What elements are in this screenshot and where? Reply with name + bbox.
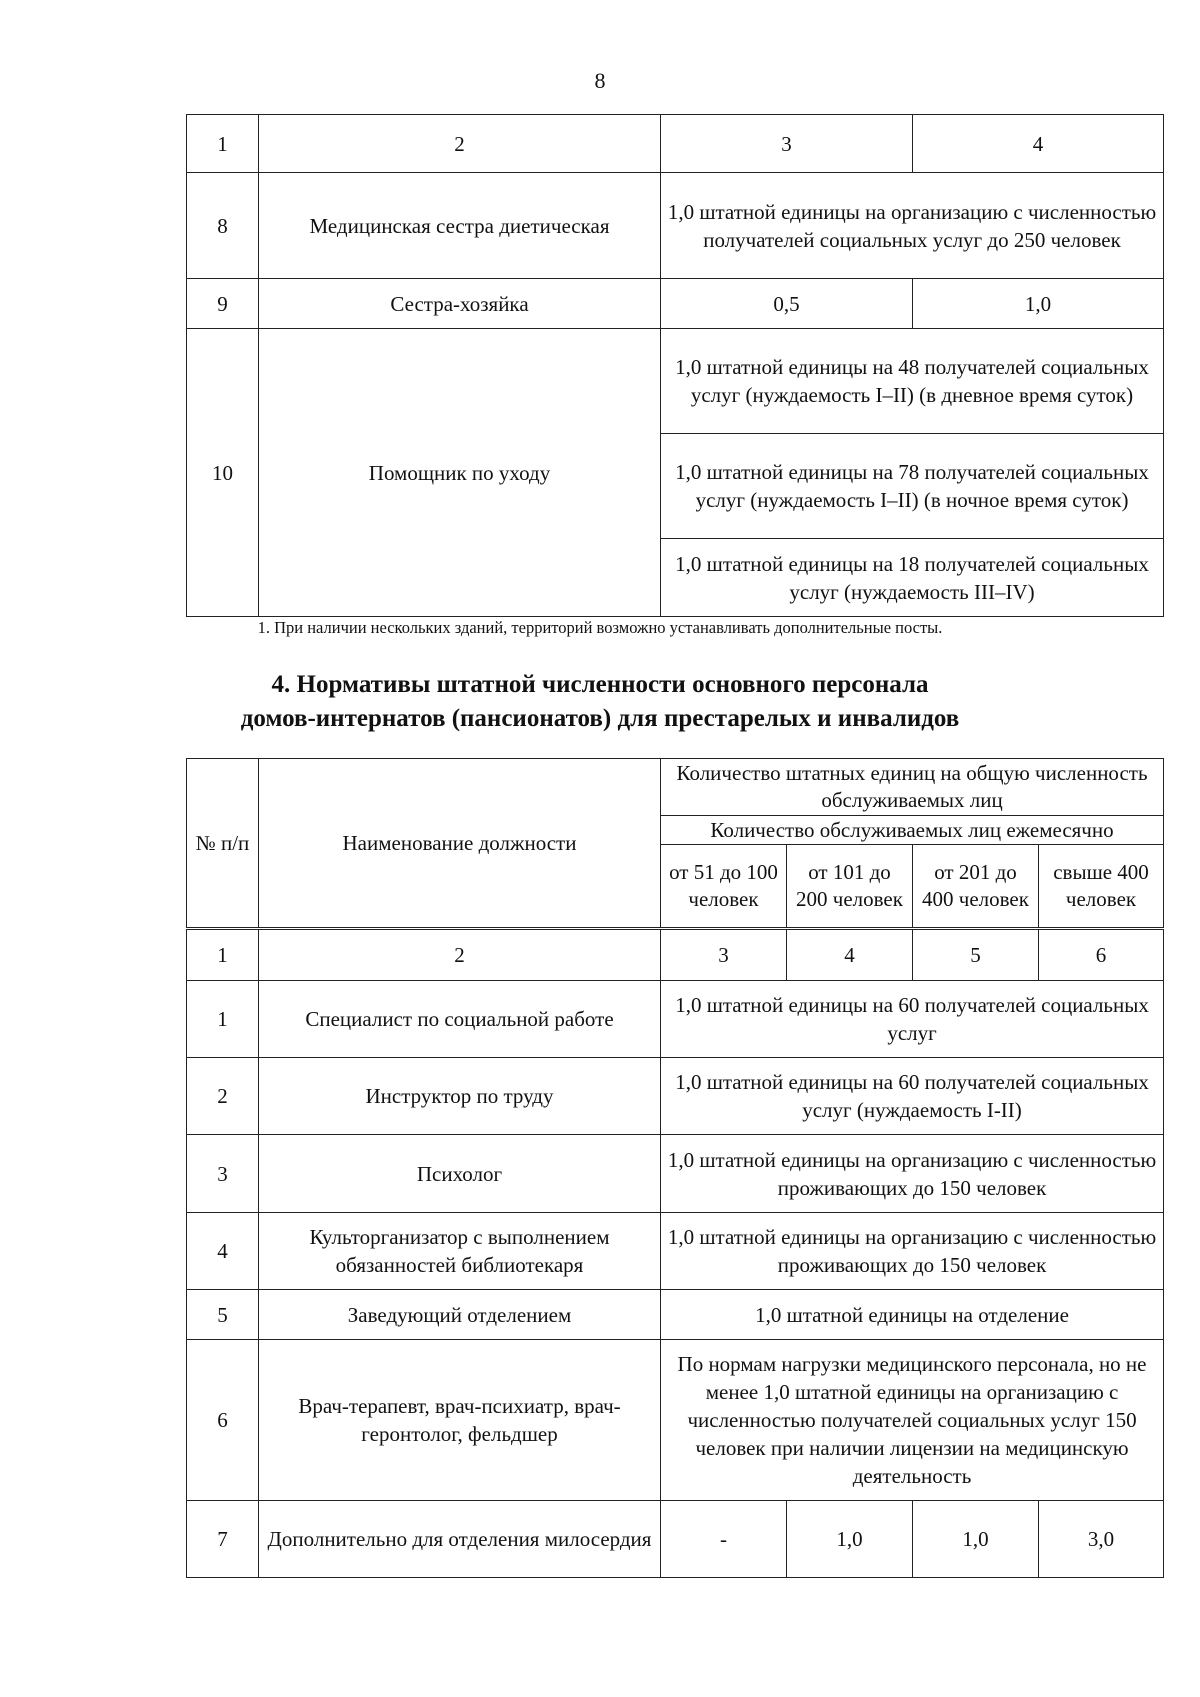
table-row (187, 1135, 1164, 1213)
table-row (187, 981, 1164, 1058)
table-row (187, 1058, 1164, 1135)
position-name: Культорганизатор с выполнением обязанностей библиотекаря (259, 1213, 661, 1290)
row-number: 8 (187, 173, 259, 279)
staffing-value: 1,0 (913, 1501, 1039, 1578)
table-row (187, 329, 1164, 434)
column-number: 1 (187, 929, 259, 981)
position-name: Помощник по уходу (259, 329, 661, 617)
column-number: 6 (1039, 929, 1164, 981)
table-footnote: 1. При наличии нескольких зданий, территорий возможно устанавливать дополнительные посты. (257, 618, 943, 637)
header-range: от 101 до 200 человек (787, 845, 913, 929)
row-number: 3 (187, 1135, 259, 1213)
row-number: 10 (187, 329, 259, 617)
staffing-norm: 1,0 штатной единицы на отделение (661, 1290, 1164, 1340)
table-column-numbers-row (187, 115, 1164, 173)
row-number: 6 (187, 1340, 259, 1501)
column-number: 1 (187, 115, 259, 173)
section-heading (0, 668, 1200, 736)
staffing-value: 1,0 (913, 279, 1164, 329)
header-subgroup: Количество обслуживаемых лиц ежемесячно (661, 816, 1164, 845)
header-position: Наименование должности (259, 759, 661, 929)
table-row (187, 173, 1164, 279)
staffing-norm: 1,0 штатной единицы на 78 получателей социальных услуг (нуждаемость I–II) (в ночное время суток) (661, 434, 1164, 539)
staffing-standards-table (186, 758, 1164, 1578)
column-number: 4 (913, 115, 1164, 173)
staffing-norm: 1,0 штатной единицы на организацию с численностью проживающих до 150 человек (661, 1135, 1164, 1213)
column-number: 3 (661, 929, 787, 981)
column-number: 5 (913, 929, 1039, 981)
position-name: Врач-терапевт, врач-психиатр, врач-геронтолог, фельдшер (259, 1340, 661, 1501)
row-number: 2 (187, 1058, 259, 1135)
position-name: Медицинская сестра диетическая (259, 173, 661, 279)
position-name: Специалист по социальной работе (259, 981, 661, 1058)
header-range: от 51 до 100 человек (661, 845, 787, 929)
staffing-value: - (661, 1501, 787, 1578)
table-row (187, 1340, 1164, 1501)
staffing-norm: 1,0 штатной единицы на организацию с численностью получателей социальных услуг до 250 человек (661, 173, 1164, 279)
position-name: Дополнительно для отделения милосердия (259, 1501, 661, 1578)
column-number: 2 (259, 929, 661, 981)
column-number: 3 (661, 115, 913, 173)
row-number: 4 (187, 1213, 259, 1290)
staffing-value: 3,0 (1039, 1501, 1164, 1578)
table-row (187, 1213, 1164, 1290)
position-name: Заведующий отделением (259, 1290, 661, 1340)
row-number: 9 (187, 279, 259, 329)
staffing-value: 1,0 (787, 1501, 913, 1578)
staffing-norm: 1,0 штатной единицы на организацию с численностью проживающих до 150 человек (661, 1213, 1164, 1290)
staffing-norm: 1,0 штатной единицы на 60 получателей социальных услуг (нуждаемость I-II) (661, 1058, 1164, 1135)
table-column-numbers-row (187, 929, 1164, 981)
staffing-norm: 1,0 штатной единицы на 18 получателей социальных услуг (нуждаемость III–IV) (661, 539, 1164, 617)
page-number: 8 (594, 68, 606, 93)
section-heading-line: домов-интернатов (пансионатов) для престарелых и инвалидов (240, 705, 960, 732)
header-range: свыше 400 человек (1039, 845, 1164, 929)
position-name: Сестра-хозяйка (259, 279, 661, 329)
row-number: 7 (187, 1501, 259, 1578)
row-number: 5 (187, 1290, 259, 1340)
staffing-table-continued (186, 114, 1164, 617)
column-number: 4 (787, 929, 913, 981)
staffing-norm: 1,0 штатной единицы на 60 получателей социальных услуг (661, 981, 1164, 1058)
position-name: Психолог (259, 1135, 661, 1213)
table-row (187, 1290, 1164, 1340)
column-number: 2 (259, 115, 661, 173)
staffing-norm: По нормам нагрузки медицинского персонала, но не менее 1,0 штатной единицы на организацию с численностью получателей социальных услуг 150 человек при наличии лицензии на медицинскую деятельность (661, 1340, 1164, 1501)
table-header-row (187, 759, 1164, 816)
header-range: от 201 до 400 человек (913, 845, 1039, 929)
row-number: 1 (187, 981, 259, 1058)
section-heading-line: 4. Нормативы штатной численности основного персонала (271, 671, 929, 698)
header-number: № п/п (187, 759, 259, 929)
table-row (187, 279, 1164, 329)
staffing-norm: 1,0 штатной единицы на 48 получателей социальных услуг (нуждаемость I–II) (в дневное время суток) (661, 329, 1164, 434)
header-group: Количество штатных единиц на общую численность обслуживаемых лиц (661, 759, 1164, 816)
position-name: Инструктор по труду (259, 1058, 661, 1135)
staffing-value: 0,5 (661, 279, 913, 329)
table-row (187, 1501, 1164, 1578)
